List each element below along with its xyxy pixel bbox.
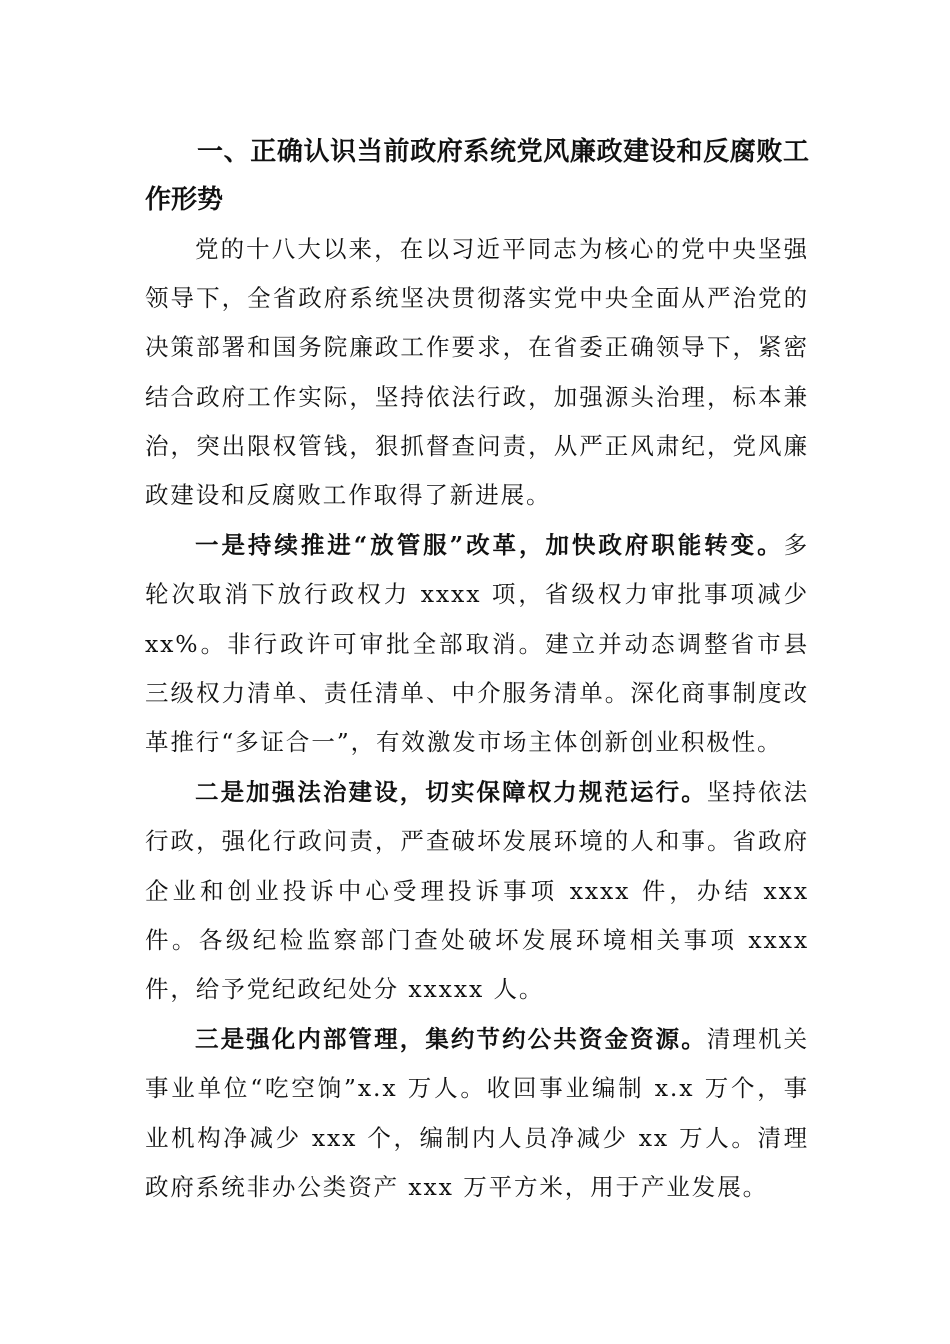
point-lead: 一是持续推进“放管服”改革，加快政府职能转变。 xyxy=(195,531,784,560)
point-body: 清理机关事业单位“吃空饷”x.x 万人。收回事业编制 x.x 万个，事业机构净减少 xxx 个，编制内人员净减少 xx 万人。清理政府系统非办公类资产 xxx 万平方米，用于产业发展。 xyxy=(145,1025,810,1201)
document-page xyxy=(145,128,809,1213)
intro-paragraph: 党的十八大以来，在以习近平同志为核心的党中央坚强领导下，全省政府系统坚决贯彻落实党中央全面从严治党的决策部署和国务院廉政工作要求，在省委正确领导下，紧密结合政府工作实际，坚持依法行政，加强源头治理，标本兼治，突出限权管钱，狠抓督查问责，从严正风肃纪，党风廉政建设和反腐败工作取得了新进展。 xyxy=(145,235,809,510)
point-body: 坚持依法行政，强化行政问责，严查破坏发展环境的人和事。省政府企业和创业投诉中心受理投诉事项 xxxx 件，办结 xxx 件。各级纪检监察部门查处破坏发展环境相关事项 xxxx 件，给予党纪政纪处分 xxxxx 人。 xyxy=(145,778,810,1004)
point-paragraph-1 xyxy=(145,521,809,767)
point-paragraph-3 xyxy=(145,1015,809,1212)
point-paragraph-2 xyxy=(145,768,809,1014)
point-lead: 二是加强法治建设，切实保障权力规范运行。 xyxy=(195,778,707,807)
section-heading: 一、正确认识当前政府系统党风廉政建设和反腐败工作形势 xyxy=(145,137,809,215)
point-lead: 三是强化内部管理，集约节约公共资金资源。 xyxy=(195,1025,707,1054)
point-body: 多轮次取消下放行政权力 xxxx 项，省级权力审批事项减少 xx%。非行政许可审批全部取消。建立并动态调整省市县三级权力清单、责任清单、中介服务清单。深化商事制度改革推行“多证合一”，有效激发市场主体创新创业积极性。 xyxy=(145,531,809,757)
